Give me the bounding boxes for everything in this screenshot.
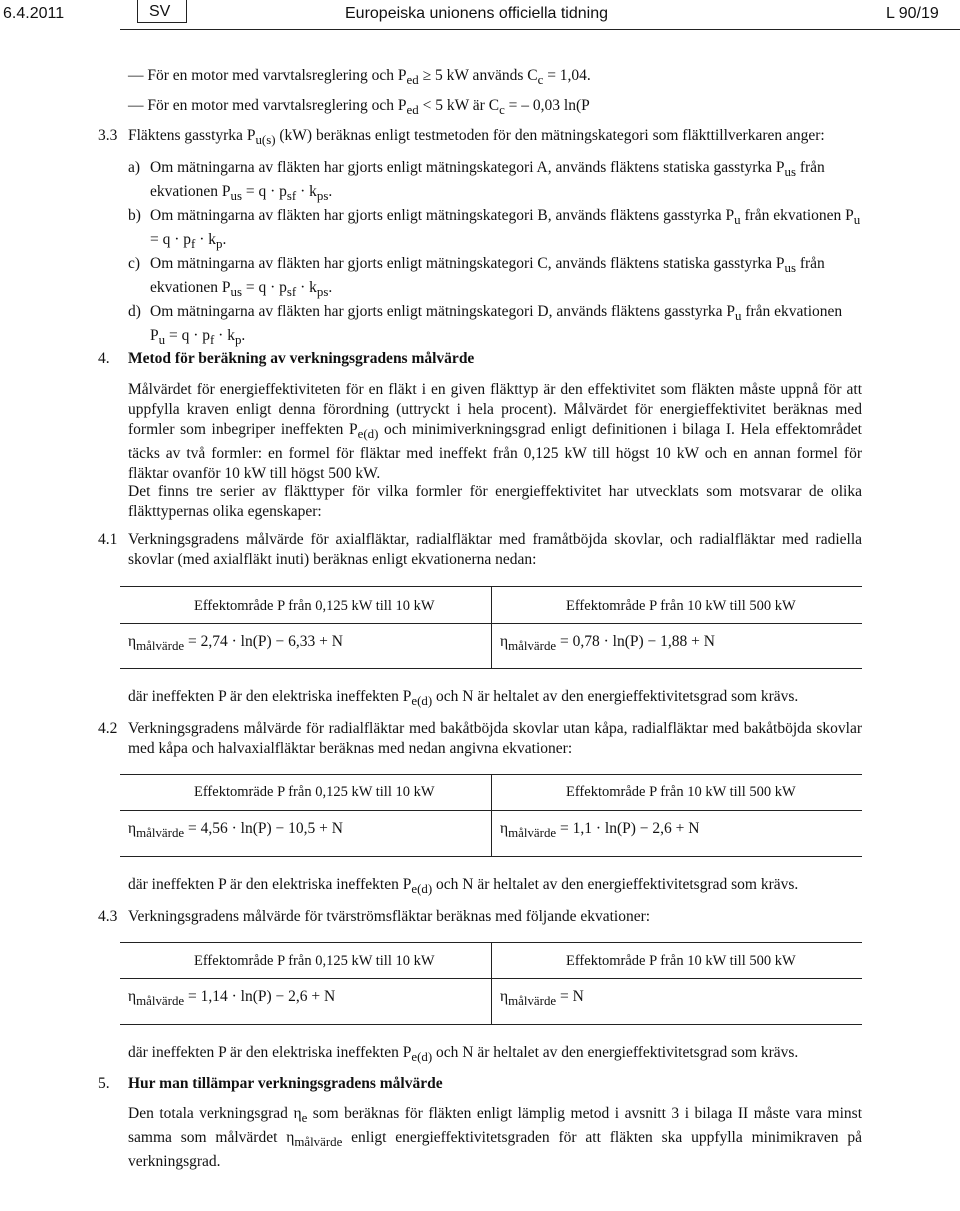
header-page: L 90/19 bbox=[886, 5, 939, 22]
table-4-2-divider bbox=[491, 774, 492, 856]
table-4-2-mid-rule bbox=[120, 810, 862, 811]
section-5-paragraph: Den totala verkningsgrad $\eta_e$ som beräknas för fläkten enligt lämplig metod i avsnitt 3 i bilaga II måste vara minst samma som målvärdet $\eta_{målvärde}$ enligt energieffektivitetsgraden för att fläkten ska uppfylla minimikraven på verkningsgrad. bbox=[128, 1105, 863, 1171]
table-4-1-header-2: Effektområde P från 10 kW till 500 kW bbox=[566, 598, 796, 614]
item-c-text: Om mätningarna av fläkten har gjorts enligt mätningskategori C, används fläktens statiska gasstyrka $P_{us}$ från ekvationen $P_{us} = q \cdot p_{sf} \cdot k_{ps}$. bbox=[150, 255, 825, 300]
table-4-2-eq-2: $\eta_{målvärde} = 1,1 \cdot \ln(P) - 2,6 + N$ bbox=[500, 820, 700, 841]
section-4-paragraph-1: Målvärdet för energieffektiviteten för en fläkt i en given fläkttyp är den effektivitet som fläkten måste uppnå för att uppfylla kraven enligt denna förordning (uttryckt i hela procent). Målvärdet för energieffektivitet beräknas med formler som inbegriper ineffekten $P_{e(d)}$ och minimiverkningsgrad enligt definitionen i bilaga I. Hela effektområdet täcks av två formler: en formel för fläktar med ineffekt från 0,125 kW till högst 10 kW och en annan formel för fläktar ovanför 10 kW till högst 500 kW. bbox=[128, 381, 862, 483]
header-language: SV bbox=[149, 3, 171, 20]
where-note-3: där ineffekten P är den elektriska ineffekten $P_{e(d)}$ och N är heltalet av den energieffektivitetsgrad som krävs. bbox=[128, 1044, 799, 1065]
table-4-2-eq-1: $\eta_{målvärde} = 4,56 \cdot \ln(P) - 10,5 + N$ bbox=[128, 820, 343, 841]
section-4-2-number: 4.2 bbox=[98, 720, 118, 737]
item-a-text: Om mätningarna av fläkten har gjorts enligt mätningskategori A, används fläktens statiska gasstyrka $P_{us}$ från ekvationen $P_{us} = q \cdot p_{sf} \cdot k_{ps}$. bbox=[150, 159, 825, 204]
table-4-1-header-1: Effektområde P från 0,125 kW till 10 kW bbox=[194, 598, 435, 614]
section-4-number: 4. bbox=[98, 350, 110, 367]
table-4-1-eq-2: $\eta_{målvärde} = 0,78 \cdot \ln(P) - 1,88 + N$ bbox=[500, 633, 715, 654]
table-4-3-eq-1: $\eta_{målvärde} = 1,14 \cdot \ln(P) - 2,6 + N$ bbox=[128, 988, 336, 1009]
table-4-1-bottom-rule bbox=[120, 668, 862, 669]
where-note-1: där ineffekten P är den elektriska ineffekten $P_{e(d)}$ och N är heltalet av den energieffektivitetsgrad som krävs. bbox=[128, 688, 799, 709]
table-4-3-bottom-rule bbox=[120, 1024, 862, 1025]
table-4-3-divider bbox=[491, 942, 492, 1024]
dash-item-2: — För en motor med varvtalsreglering och $P_{ed} < 5$ kW är $C_c$ = – 0,03 ln(P bbox=[128, 97, 590, 118]
item-b-text: Om mätningarna av fläkten har gjorts enligt mätningskategori B, används fläktens gasstyrka $P_u$ från ekvationen $P_u$ = $q \cdot p_f \cdot k_p$. bbox=[150, 207, 861, 252]
header-date: 6.4.2011 bbox=[3, 5, 65, 22]
table-4-2-bottom-rule bbox=[120, 856, 862, 857]
table-4-3-mid-rule bbox=[120, 978, 862, 979]
item-c-label: c) bbox=[128, 255, 141, 272]
section-4-3-text: Verkningsgradens målvärde för tvärströmsfläktar beräknas med följande ekvationer: bbox=[128, 908, 651, 925]
section-4-3-number: 4.3 bbox=[98, 908, 118, 925]
section-4-1-text: Verkningsgradens målvärde för axialfläktar, radialfläktar med framåtböjda skovlar, och radialfläktar med radiella skovlar (med axialfläkt inuti) beräknas enligt ekvationerna nedan: bbox=[128, 531, 862, 568]
section-3-3-number: 3.3 bbox=[98, 127, 118, 144]
item-d-label: d) bbox=[128, 303, 141, 320]
table-4-1-eq-1: $\eta_{målvärde} = 2,74 \cdot \ln(P) - 6,33 + N$ bbox=[128, 633, 343, 654]
section-5-title: Hur man tillämpar verkningsgradens målvärde bbox=[128, 1075, 443, 1092]
section-4-title: Metod för beräkning av verkningsgradens målvärde bbox=[128, 350, 475, 367]
section-5-number: 5. bbox=[98, 1075, 110, 1092]
table-4-2-header-1: Effektomräde P från 0,125 kW till 10 kW bbox=[194, 784, 435, 800]
header-rule bbox=[120, 29, 960, 30]
header-journal: Europeiska unionens officiella tidning bbox=[345, 5, 608, 22]
section-4-1-number: 4.1 bbox=[98, 531, 118, 548]
table-4-3-eq-2: $\eta_{målvärde} = N$ bbox=[500, 988, 584, 1009]
item-d-text: Om mätningarna av fläkten har gjorts enligt mätningskategori D, används fläktens gasstyrka $P_u$ från ekvationen $P_u = q \cdot p_f \cdot k_p$. bbox=[150, 303, 843, 348]
dash-item-1: — För en motor med varvtalsreglering och $P_{ed} \ge 5$ kW används $C_c = 1,04$. bbox=[128, 67, 591, 88]
item-a-label: a) bbox=[128, 159, 141, 176]
section-4-2-text: Verkningsgradens målvärde för radialfläktar med bakåtböjda skovlar utan kåpa, radialfläktar med bakåtböjda skovlar med kåpa och halvaxialfläktar beräknas med nedan angivna ekvationer: bbox=[128, 720, 862, 757]
table-4-1-divider bbox=[491, 586, 492, 668]
section-3-3-text: Fläktens gasstyrka $P_{u(s)}$ (kW) beräknas enligt testmetoden för den mätningskategori som fläkttillverkaren anger: bbox=[128, 127, 825, 148]
table-4-2-header-2: Effektområde P från 10 kW till 500 kW bbox=[566, 784, 796, 800]
section-4-paragraph-2: Det finns tre serier av fläkttyper för vilka formler för energieffektivitet har utvecklats som motsvarar de olika fläkttypernas olika egenskaper: bbox=[128, 483, 862, 520]
table-4-3-header-1: Effektområde P från 0,125 kW till 10 kW bbox=[194, 953, 435, 969]
table-4-1-mid-rule bbox=[120, 623, 862, 624]
table-4-3-header-2: Effektområde P från 10 kW till 500 kW bbox=[566, 953, 796, 969]
where-note-2: där ineffekten P är den elektriska ineffekten $P_{e(d)}$ och N är heltalet av den energieffektivitetsgrad som krävs. bbox=[128, 876, 799, 897]
item-b-label: b) bbox=[128, 207, 141, 224]
